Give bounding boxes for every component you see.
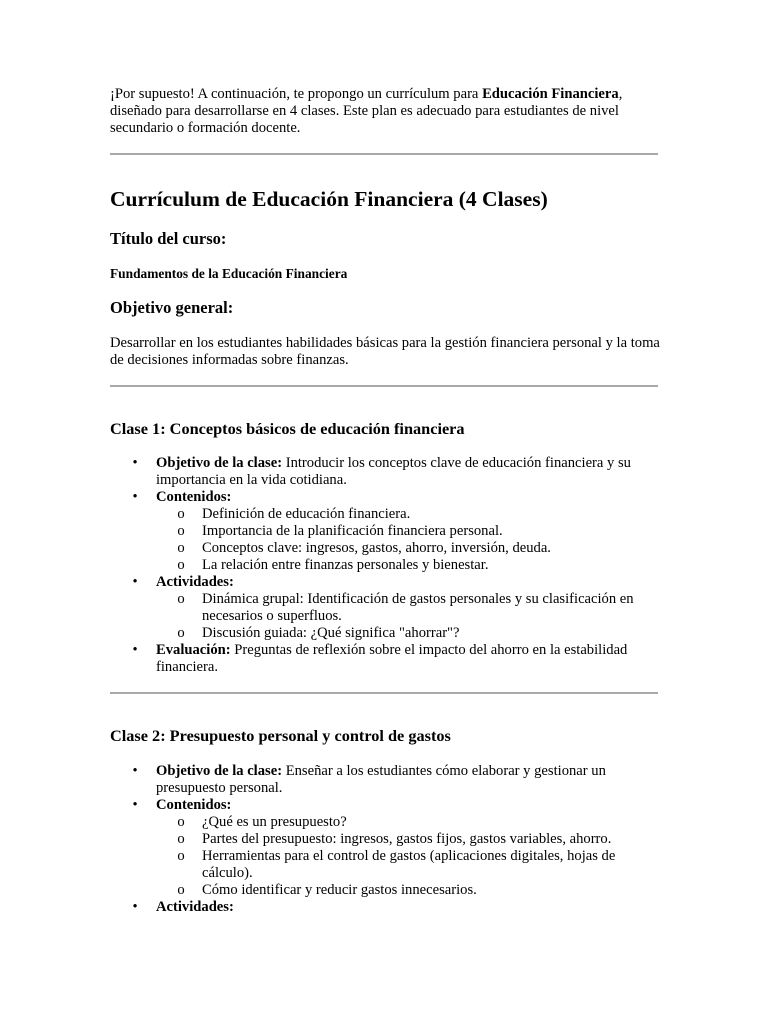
contenido-item: Importancia de la planificación financiera personal. [202,523,503,539]
list-item [156,506,658,523]
list-item [110,574,658,642]
intro-bold-topic: Educación Financiera [482,86,619,102]
horizontal-rule [110,385,658,387]
list-item [110,489,658,574]
list-item [110,899,658,916]
actividad-item: Dinámica grupal: Identificación de gastos personales y su clasificación en necesarios o superfluos. [202,591,634,624]
list-item [156,814,658,831]
contenido-item: Conceptos clave: ingresos, gastos, ahorro, inversión, deuda. [202,540,551,556]
list-item [110,642,658,676]
list-item [110,763,658,797]
contenidos-label: Contenidos: [156,797,232,813]
objetivo-text: Enseñar a los estudiantes cómo elaborar y gestionar un presupuesto personal. [156,763,606,796]
contenido-item: Partes del presupuesto: ingresos, gastos fijos, gastos variables, ahorro. [202,831,612,847]
list-item [156,831,658,848]
bullet-icon: • [132,797,138,813]
list-item [156,882,658,899]
clase-1-list [110,455,658,676]
sub-bullet-icon: o [177,882,185,898]
objective-text: Desarrollar en los estudiantes habilidades básicas para la gestión financiera personal y la toma de decisiones informadas sobre finanzas. [110,335,660,368]
horizontal-rule [110,692,658,694]
sub-bullet-icon: o [177,625,185,641]
list-item [110,797,658,899]
contenido-item: La relación entre finanzas personales y bienestar. [202,557,489,573]
list-item [156,523,658,540]
contenido-item: Cómo identificar y reducir gastos innecesarios. [202,882,477,898]
list-item [156,591,658,625]
course-name: Fundamentos de la Educación Financiera [110,266,348,281]
bullet-icon: • [132,489,138,505]
sub-bullet-icon: o [177,557,185,573]
intro-text-before: ¡Por supuesto! A continuación, te propongo un currículum para [110,86,483,102]
sub-bullet-icon: o [177,831,185,847]
bullet-icon: • [132,763,138,779]
list-item [156,540,658,557]
course-title-heading: Título del curso: [110,229,227,248]
objetivo-label: Objetivo de la clase: [156,455,283,471]
sub-bullet-icon: o [177,506,185,522]
sub-bullet-icon: o [177,591,185,607]
bullet-icon: • [132,642,138,658]
bullet-icon: • [132,455,138,471]
clase-2-list [110,763,658,916]
intro-paragraph [110,86,658,137]
list-item [156,557,658,574]
contenido-item: Herramientas para el control de gastos (aplicaciones digitales, hojas de cálculo). [202,848,616,881]
clase-1-heading: Clase 1: Conceptos básicos de educación financiera [110,419,465,438]
intro-text-after: , diseñado para desarrollarse en 4 clases. Este plan es adecuado para estudiantes de nivel secundario o formación docente. [110,86,623,136]
horizontal-rule [110,153,658,155]
actividades-label: Actividades: [156,899,234,915]
list-item [110,455,658,489]
actividad-item: Discusión guiada: ¿Qué significa "ahorrar"? [202,625,460,641]
contenidos-label: Contenidos: [156,489,232,505]
page-title: Currículum de Educación Financiera (4 Clases) [110,187,548,211]
contenido-item: Definición de educación financiera. [202,506,411,522]
sub-bullet-icon: o [177,848,185,864]
actividades-list [156,591,658,642]
contenidos-list [156,814,658,899]
contenido-item: ¿Qué es un presupuesto? [202,814,347,830]
evaluacion-text: Preguntas de reflexión sobre el impacto del ahorro en la estabilidad financiera. [156,642,628,675]
objetivo-label: Objetivo de la clase: [156,763,283,779]
sub-bullet-icon: o [177,540,185,556]
bullet-icon: • [132,574,138,590]
list-item [156,625,658,642]
objective-heading: Objetivo general: [110,298,234,317]
sub-bullet-icon: o [177,814,185,830]
evaluacion-label: Evaluación: [156,642,231,658]
bullet-icon: • [132,899,138,915]
clase-2-heading: Clase 2: Presupuesto personal y control de gastos [110,726,451,745]
list-item [156,848,658,882]
objetivo-text: Introducir los conceptos clave de educación financiera y su importancia en la vida cotidiana. [156,455,631,488]
contenidos-list [156,506,658,574]
actividades-label: Actividades: [156,574,234,590]
sub-bullet-icon: o [177,523,185,539]
